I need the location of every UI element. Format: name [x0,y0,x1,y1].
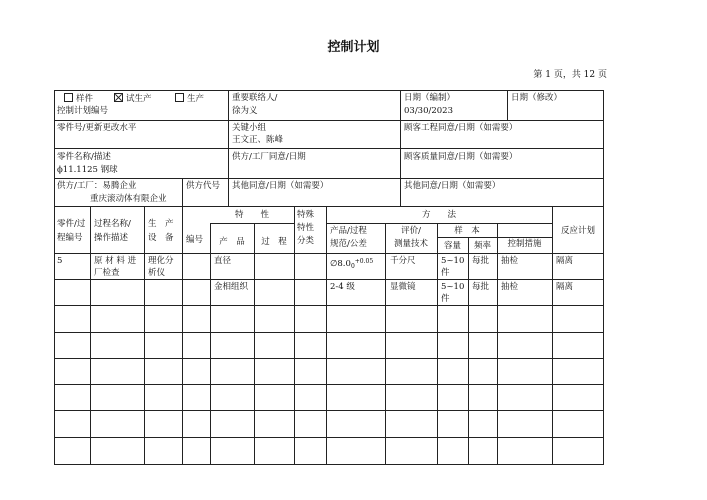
option-sample[interactable]: 样件 [64,93,93,105]
col-methods: 方 法 [421,210,456,220]
col-process-1: 过程名称/ [94,219,131,229]
col-part-no-1: 零件/过 [57,219,86,229]
supplier-name-2: 重庆滚动体有限企业 [90,194,167,204]
date-original-value: 03/30/2023 [404,106,453,116]
part-name-value: ϕ11.1125 钢球 [57,165,118,175]
document-title: 控制计划 [327,40,380,55]
row1-control: 抽检 [501,256,519,266]
row1-reaction: 隔离 [556,256,574,266]
col-part-no-2: 程编号 [57,233,83,243]
row2-measurement: 显微镜 [390,282,416,292]
checked-checkbox-icon [114,93,123,102]
row2-size-1: 5~10 [441,282,465,292]
row1-product: 直径 [214,256,232,266]
row1-machine-1: 理化分 [148,256,174,266]
control-plan-form [54,90,604,465]
part-rev-label: 零件号/更新更改水平 [57,123,137,133]
supplier-code-label: 供方代号 [186,181,221,191]
supplier-approval-label: 供方/工厂同意/日期 [232,152,306,162]
date-original-label: 日期（编制） [404,93,456,103]
contact-label: 重要联络人/ [232,93,278,103]
row1-measurement: 千分尺 [390,256,416,266]
other-approval-1: 其他同意/日期（如需要） [232,181,329,191]
col-process: 过 程 [261,237,287,247]
row1-size-1: 5~10 [441,256,465,266]
row1-frequency: 每批 [472,256,490,266]
row2-control: 抽检 [501,282,519,292]
col-control-method: 控制措施 [507,239,542,249]
row1-part-no: 5 [57,256,63,266]
col-product: 产 品 [219,237,245,247]
col-characteristics: 特 性 [234,210,269,220]
col-special-2: 特性 [297,223,315,233]
col-special-1: 特殊 [297,210,315,220]
col-char-no: 编号 [186,235,204,245]
core-team-label: 关键小组 [232,123,267,133]
row2-reaction: 隔离 [556,282,574,292]
row1-machine-2: 析仪 [148,268,166,278]
row1-spec: $\emptyset 8.0_0^{+0.05}$ [330,258,374,270]
other-approval-2: 其他同意/日期（如需要） [404,181,501,191]
plan-number-label: 控制计划编号 [57,106,109,116]
checkbox-icon [175,93,184,102]
contact-value: 徐为义 [232,106,258,116]
row1-process-2: 厂检查 [94,268,120,278]
core-team-value: 王文正、陈峰 [232,135,284,145]
col-sample-size: 容量 [443,241,461,251]
customer-quality-approval: 顾客质量同意/日期（如需要） [404,152,518,162]
supplier-label: 供方/工厂：易腾企业 [57,181,137,191]
row2-spec: 2-4 级 [330,282,355,292]
col-eval-1: 评价/ [401,226,421,236]
col-sample-frequency: 频率 [473,241,491,251]
col-process-2: 操作描述 [94,233,129,243]
col-sample: 样 本 [454,226,480,236]
col-spec-1: 产品/过程 [330,226,367,236]
page-info: 第 1 页，共 12 页 [533,70,607,80]
part-name-label: 零件名称/描述 [57,152,111,162]
row1-process-1: 原 材 料 进 [94,256,137,266]
row1-size-2: 件 [441,268,450,278]
col-machine-2: 设 备 [148,233,174,243]
col-reaction-plan: 反应计划 [560,226,595,236]
col-special-3: 分类 [297,236,315,246]
checkbox-icon [64,93,73,102]
date-revised-label: 日期（修改） [511,93,563,103]
row2-product: 金相组织 [214,282,249,292]
col-spec-2: 规范/公差 [330,239,367,249]
option-production[interactable]: 生产 [175,93,204,105]
customer-engineering-approval: 顾客工程同意/日期（如需要） [404,123,518,133]
col-eval-2: 测量技术 [393,239,428,249]
col-machine-1: 生 产 [148,219,174,229]
row2-size-2: 件 [441,294,450,304]
option-trial-production[interactable]: 试生产 [114,93,152,105]
row2-frequency: 每批 [472,282,490,292]
